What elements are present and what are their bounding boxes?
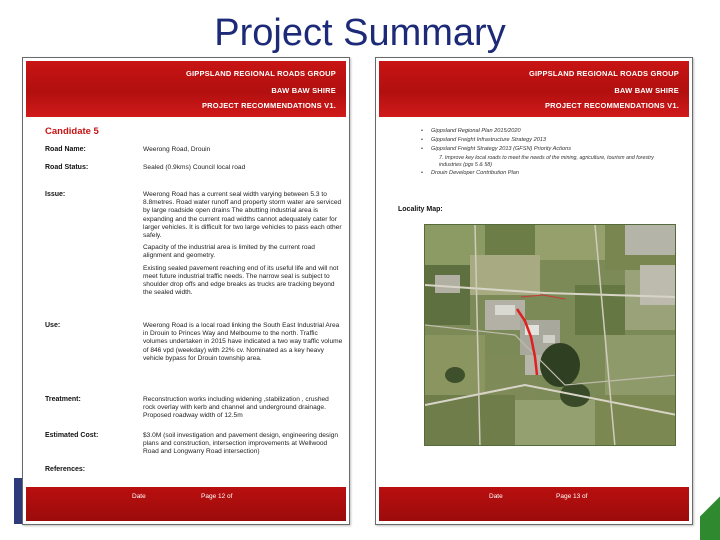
use-value: Weerong Road is a local road linking the South East Industrial Area in Drouin to Princes Way and Melbourne to the north. Traffic volumes undertaken in 2015 have indicated a two way traffic volume of 846 vpd (weekday) with 22% cv. Nominated as a key heavy vehicle bypass for Drouin township area.	[143, 322, 343, 362]
header-shire: BAW BAW SHIRE	[271, 86, 336, 95]
header-org: GIPPSLAND REGIONAL ROADS GROUP	[528, 69, 679, 78]
header-doc-title: PROJECT RECOMMENDATIONS V1.	[544, 101, 679, 110]
header-band	[379, 61, 689, 117]
candidate-heading: Candidate 5	[45, 126, 99, 137]
footer-page: Page 13 of	[556, 493, 588, 500]
header-org: GIPPSLAND REGIONAL ROADS GROUP	[185, 69, 336, 78]
aerial-photo	[425, 225, 676, 446]
document-page-13	[375, 57, 693, 525]
reference-note: 7. Improve key local roads to meet the needs of the mining, agriculture, tourism and forestry industries (pgs 5 & 58)	[439, 155, 654, 168]
reference-item: • Drouin Developer Contribution Plan	[421, 170, 681, 177]
reference-item: • Gippsland Freight Infrastructure Strategy 2013	[421, 137, 681, 144]
estimated-cost-label: Estimated Cost:	[45, 432, 99, 439]
footer-date: Date	[489, 493, 503, 500]
reference-item: • Gippsland Freight Strategy 2013 (GFSN) Priority Actions	[421, 146, 681, 153]
corner-accent	[700, 480, 720, 540]
footer-band	[26, 487, 346, 521]
road-status-value: Sealed (0.9kms) Council local road	[143, 164, 246, 171]
treatment-value: Reconstruction works including widening ,stabilization , crushed rock overlay with kerb and channel and underground drainage. Proposed roadway width of 12.5m	[143, 396, 329, 420]
references-label: References:	[45, 466, 86, 473]
slide-title: Project Summary	[214, 12, 506, 54]
reference-item: • Gippsland Regional Plan 2015/2020	[421, 128, 681, 135]
road-name-label: Road Name:	[45, 146, 86, 153]
references-list	[421, 128, 681, 179]
header-band	[26, 61, 346, 117]
issue-value: Weerong Road has a current seal width varying between 5.3 to 8.8metres. Road water runoff and property storm water are serviced by large roadside open drains The abutting industrial area is expanding and the current road widths cannot adequately cater for larger vehicles. It is difficult for two large vehicles to pass each other safely. Capacity of the industrial area is limited by the current road alignment and geometry. Existing sealed pavement reaching end of its useful life and will not meet future industrial traffic needs. The narrow seal is subject to shoulder drop offs and edge breaks as trucks are tracking beyond the sealed width.	[143, 191, 342, 297]
footer-band	[379, 487, 689, 521]
document-page-12	[22, 57, 350, 525]
footer-page: Page 12 of	[201, 493, 233, 500]
footer-date: Date	[132, 493, 146, 500]
header-doc-title: PROJECT RECOMMENDATIONS V1.	[201, 101, 336, 110]
left-accent-bar	[14, 478, 22, 524]
locality-map-image	[424, 224, 676, 446]
road-name-value: Weerong Road, Drouin	[143, 146, 211, 153]
header-shire: BAW BAW SHIRE	[614, 86, 679, 95]
issue-label: Issue:	[45, 191, 66, 198]
estimated-cost-value: $3.0M (soil investigation and pavement design, engineering design plans and construction, intersection improvements at Wellwood Road and Longwarry Road intersection)	[143, 432, 339, 456]
road-status-label: Road Status:	[45, 164, 89, 171]
treatment-label: Treatment:	[45, 396, 81, 403]
locality-map-label: Locality Map:	[398, 206, 443, 213]
use-label: Use:	[45, 322, 61, 329]
